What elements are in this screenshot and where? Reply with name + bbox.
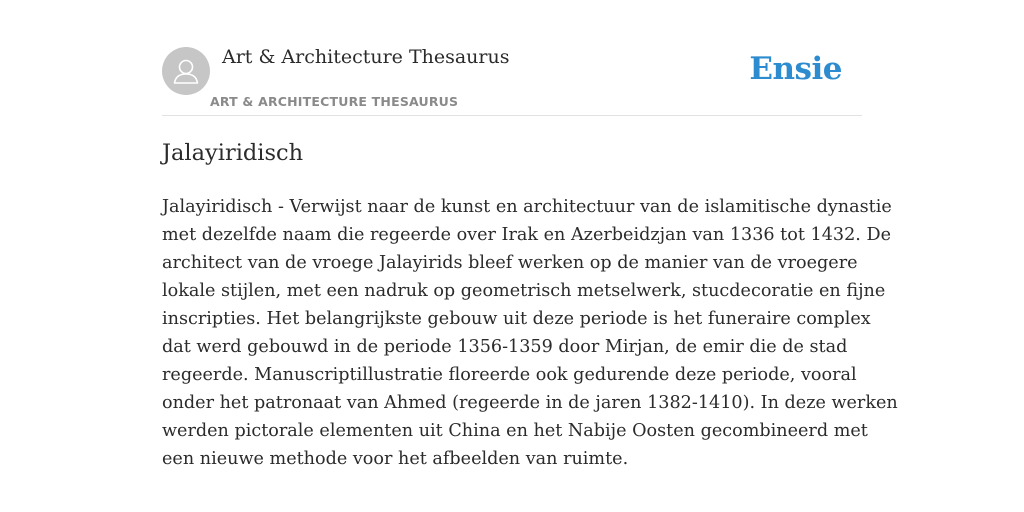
definition-line: architect van de vroege Jalayirids bleef werken op de manier van de vroegere (162, 253, 858, 273)
definition-line: inscripties. Het belangrijkste gebouw uit deze periode is het funeraire complex (162, 309, 871, 329)
definition-line: werden pictorale elementen uit China en het Nabije Oosten gecombineerd met (162, 421, 868, 441)
user-icon (162, 47, 210, 95)
source-subtitle: ART & ARCHITECTURE THESAURUS (210, 94, 459, 109)
definition-line: lokale stijlen, met een nadruk op geometrisch metselwerk, stucdecoratie en fijne (162, 281, 886, 301)
entry-term: Jalayiridisch (162, 140, 304, 166)
definition-line: dat werd gebouwd in de periode 1356-1359 door Mirjan, de emir die de stad (162, 337, 848, 357)
definition-line: een nieuwe methode voor het afbeelden van ruimte. (162, 449, 629, 469)
brand-logo[interactable]: Ensie (749, 51, 842, 87)
definition-line: met dezelfde naam die regeerde over Irak en Azerbeidzjan van 1336 tot 1432. De (162, 225, 891, 245)
definition-line: Jalayiridisch - Verwijst naar de kunst en architectuur van de islamitische dynastie (162, 197, 892, 217)
source-avatar[interactable] (162, 47, 210, 95)
entry-definition (162, 193, 898, 473)
source-title[interactable]: Art & Architecture Thesaurus (222, 46, 510, 68)
source-header (162, 44, 862, 116)
definition-line: onder het patronaat van Ahmed (regeerde in de jaren 1382-1410). In deze werken (162, 393, 898, 413)
definition-line: regeerde. Manuscriptillustratie floreerde ook gedurende deze periode, vooral (162, 365, 857, 385)
